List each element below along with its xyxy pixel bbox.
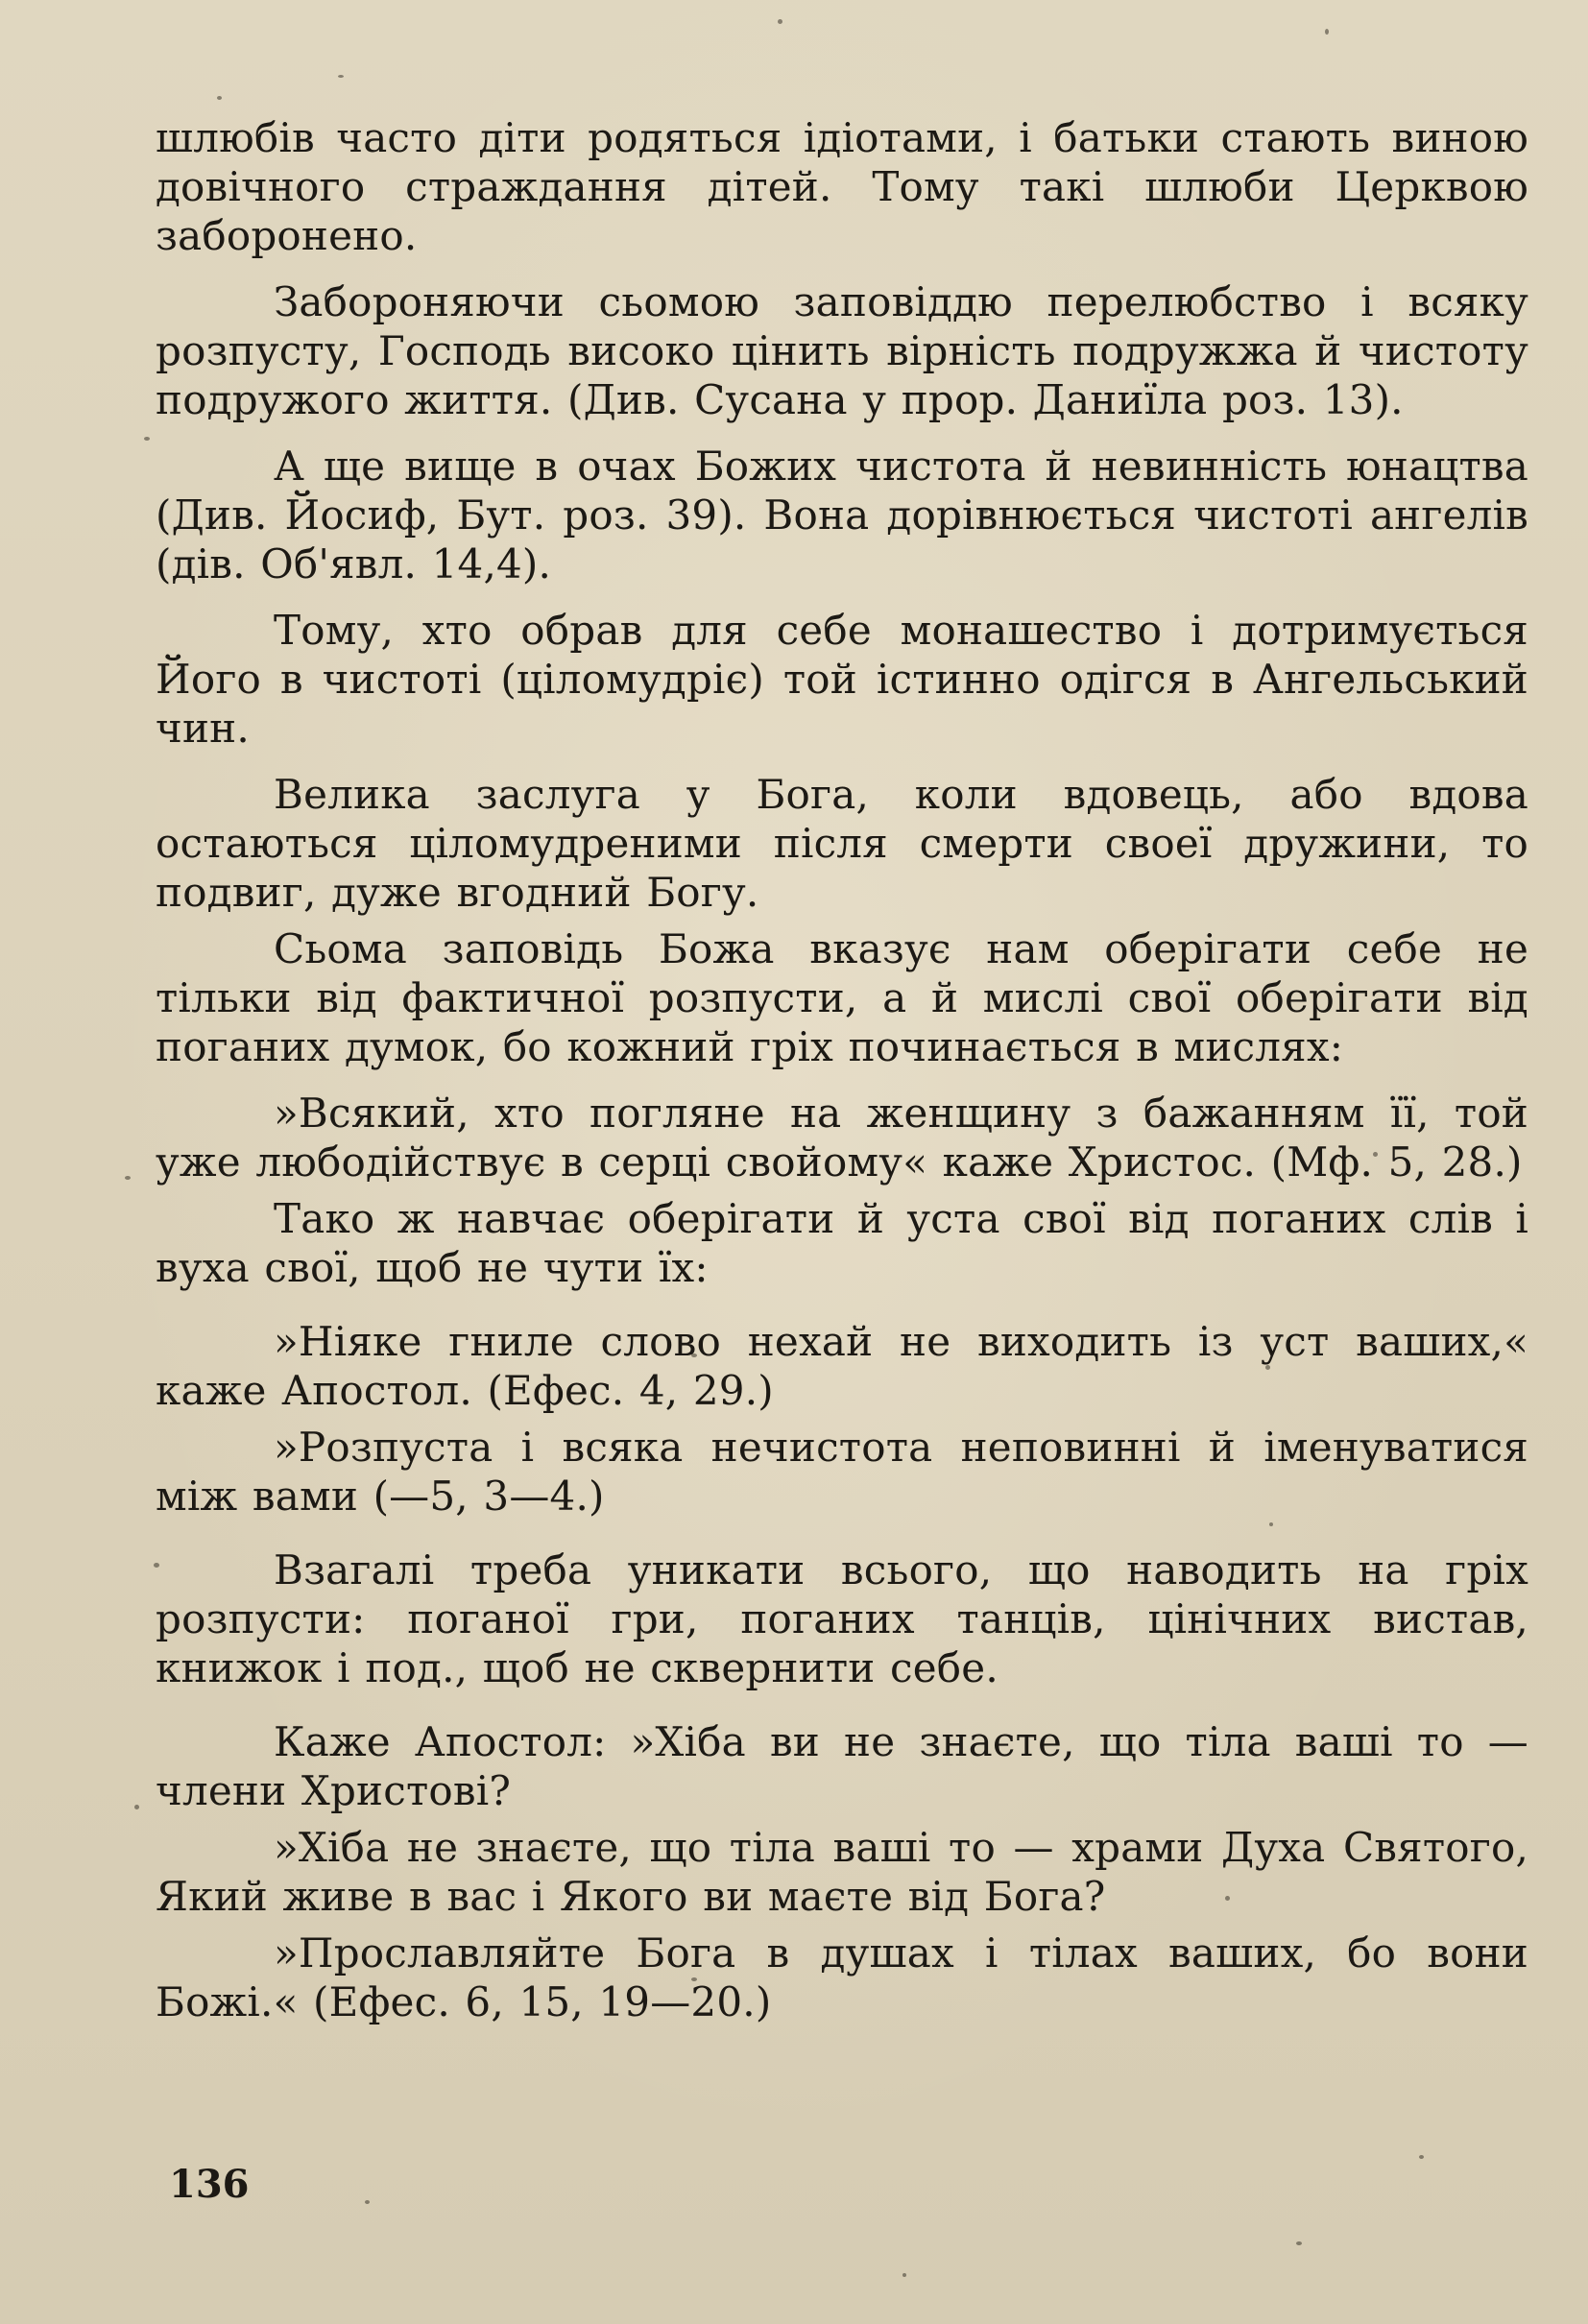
paper-speck xyxy=(778,19,782,24)
paper-speck xyxy=(902,2273,906,2277)
paragraph-seventh-commandment: Забороняючи сьомою заповіддю перелюбство і всяку розпусту, Господь високо цінить вірність подружжа й чистоту подружого життя. (Див. Сусана у прор. Даниїла роз. 13). xyxy=(156,278,1528,423)
quote-ephesians-4: »Ніяке гниле слово нехай не виходить із уст ваших,« каже Апостол. (Ефес. 4, 29.) xyxy=(156,1318,1528,1414)
paragraph-avoidance: Взагалі треба уникати всього, що наводить на гріх розпусти: поганої гри, поганих танців, цінічних вистав, книжок і под., щоб не сквернити себе. xyxy=(156,1546,1528,1691)
paragraph-speech: Тако ж навчає оберігати й уста свої від поганих слів і вуха свої, щоб не чути їх: xyxy=(156,1195,1528,1291)
paper-speck xyxy=(365,2200,370,2204)
paper-speck xyxy=(144,437,150,441)
paper-speck xyxy=(1419,2155,1424,2159)
paper-speck xyxy=(125,1176,131,1180)
page-number: 136 xyxy=(169,2162,250,2207)
quote-temples: »Хіба не знаєте, що тіла ваші то — храми Духа Святого, Який живе в вас і Якого ви маєте від Бога? xyxy=(156,1824,1528,1920)
paragraph-widowhood: Велика заслуга у Бога, коли вдовець, або вдова остаються цiломудреними після смерти своеї дружини, то подвиг, дуже вгодний Богу. xyxy=(156,771,1528,916)
quote-glorify: »Прославляйте Бога в душах і тілах ваших, бо вони Божі.« (Ефес. 6, 15, 19—20.) xyxy=(156,1929,1528,2025)
quote-ephesians-5: »Розпуста і всяка нечистота неповинні й іменуватися між вами (—5, 3—4.) xyxy=(156,1424,1528,1520)
quote-apostle-bodies: Каже Апостол: »Хіба ви не знаєте, що тіла ваші то — члени Христові? xyxy=(156,1718,1528,1814)
paper-speck xyxy=(1325,29,1329,35)
body-text xyxy=(156,113,1528,2026)
paper-speck xyxy=(1296,2241,1302,2245)
paragraph-youth-purity: А ще вище в очах Божих чистота й невинність юнацтва (Див. Йосиф, Бут. роз. 39). Вона дорівнюється чистоті ангелів (дів. Об'явл. 14,4). xyxy=(156,443,1528,587)
paper-speck xyxy=(134,1805,139,1809)
paper-speck xyxy=(217,96,222,100)
paragraph-thoughts: Сьома заповідь Божа вказує нам оберігати себе не тільки від фактичної розпусти, а й мислі свої оберігати від поганих думок, бо кожний гріх починається в мислях: xyxy=(156,925,1528,1070)
quote-matthew: »Всякий, хто погляне на женщину з бажанням її, той уже любодійствує в серці свойому« каже Христос. (Мф. 5, 28.) xyxy=(156,1090,1528,1186)
paragraph-marriage-prohibition: шлюбів часто діти родяться ідіотами, і батьки стають виною довічного страждання дітей. Тому такі шлюби Церквою заборонено. xyxy=(156,114,1528,259)
paper-speck xyxy=(338,75,344,78)
paragraph-monasticism: Тому, хто обрав для себе монашество і дотримується Його в чистоті (цiломудріє) той істинно одігся в Ангельський чин. xyxy=(156,607,1528,752)
